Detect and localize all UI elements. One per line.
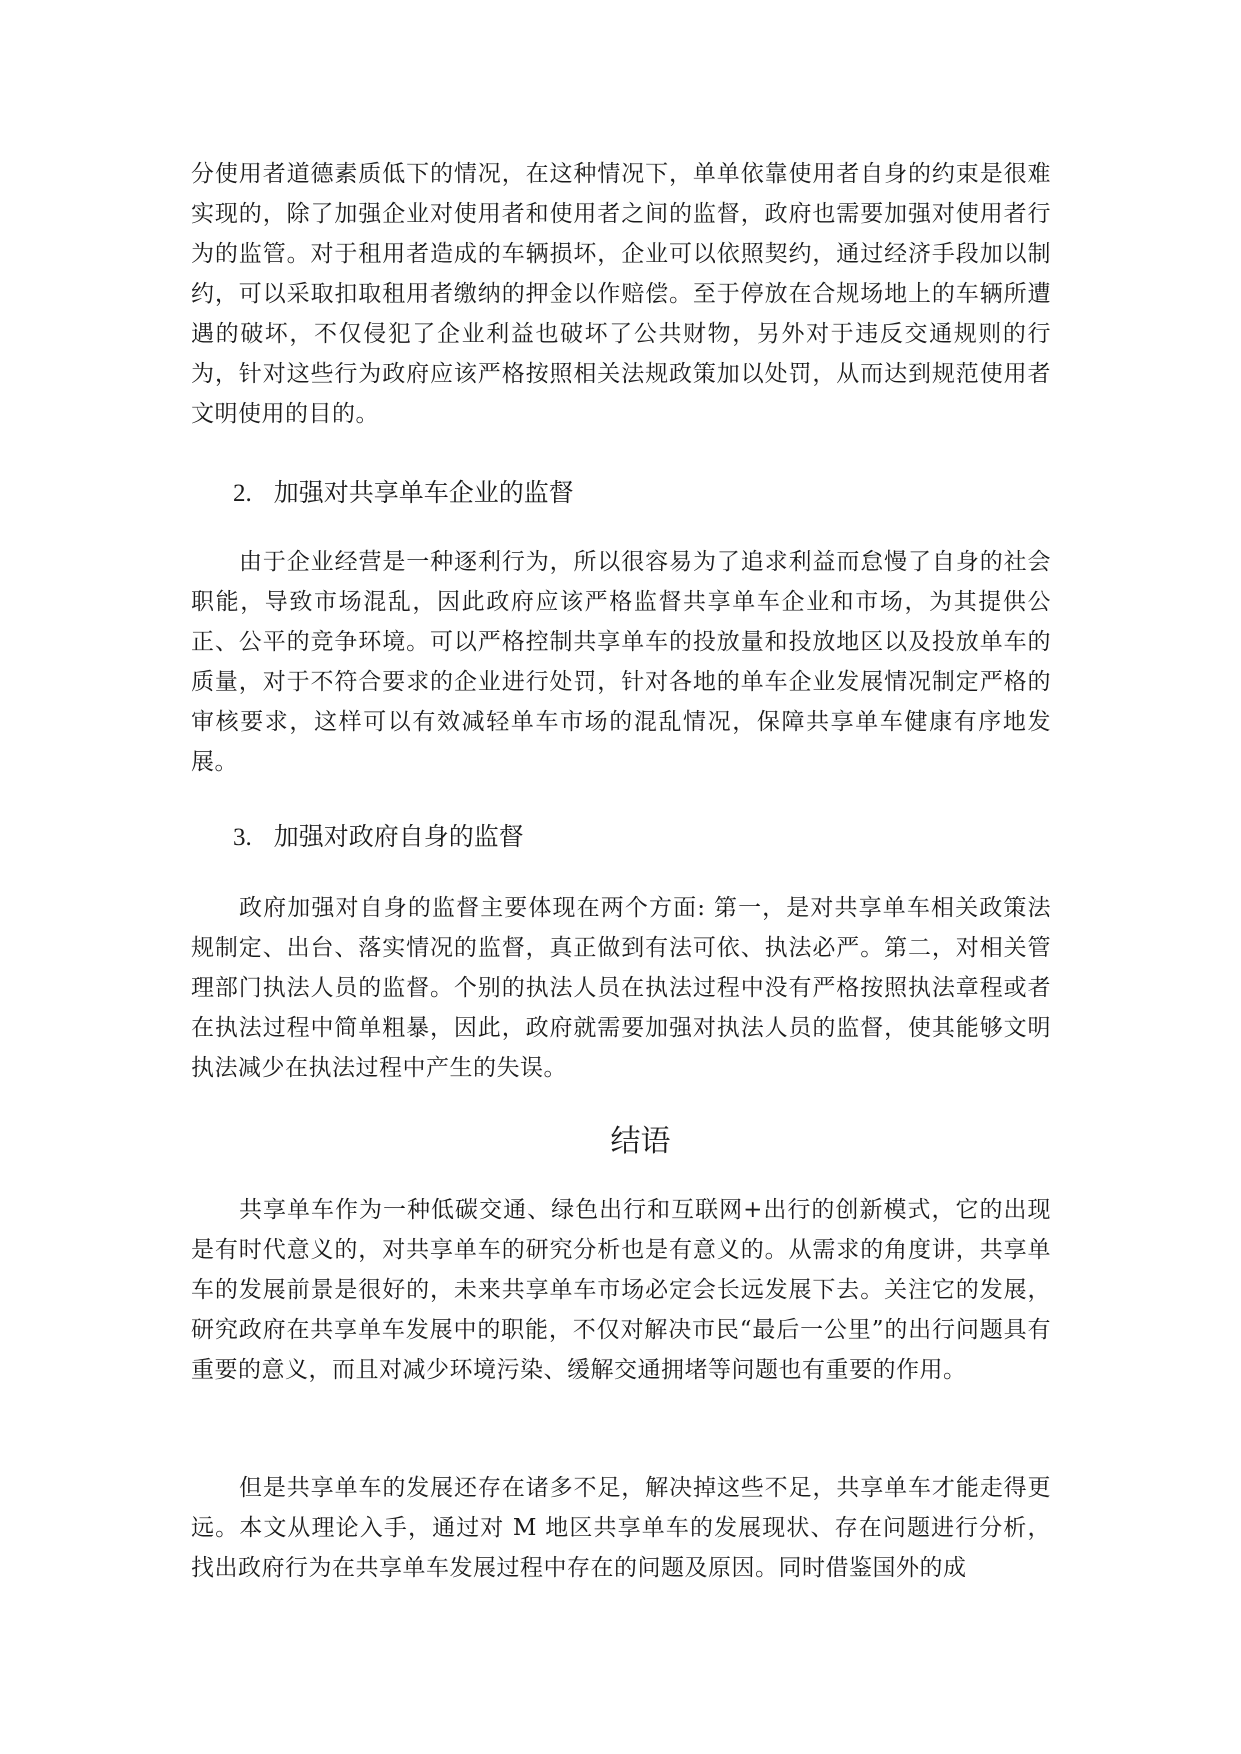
body-paragraph: 政府加强对自身的监督主要体现在两个方面: 第一，是对共享单车相关政策法规制定、出台、落实情况的监督，真正做到有法可依、执法必严。第二，对相关管理部门执法人员的监督。个别的执法人员在执法过程中没有严格按照执法章程或者在执法过程中简单粗暴，因此，政府就需要加强对执法人员的监督，使其能够文明执法减少在执法过程中产生的失误。	[191, 895, 1051, 1081]
body-paragraph: 但是共享单车的发展还存在诸多不足，解决掉这些不足，共享单车才能走得更远。本文从理论入手，通过对 M 地区共享单车的发展现状、存在问题进行分析，找出政府行为在共享单车发展过程中存在的问题及原因。同时借鉴国外的成	[191, 1475, 1051, 1581]
body-paragraph: 由于企业经营是一种逐利行为，所以很容易为了追求利益而怠慢了自身的社会职能，导致市场混乱，因此政府应该严格监督共享单车企业和市场，为其提供公正、公平的竞争环境。可以严格控制共享单车的投放量和投放地区以及投放单车的质量，对于不符合要求的企业进行处罚，针对各地的单车企业发展情况制定严格的审核要求，这样可以有效减轻单车市场的混乱情况，保障共享单车健康有序地发展。	[191, 549, 1051, 775]
subheading	[233, 476, 574, 511]
section-title: 结语	[610, 1124, 671, 1159]
body-paragraph: 共享单车作为一种低碳交通、绿色出行和互联网+出行的创新模式，它的出现是有时代意义的，对共享单车的研究分析也是有意义的。从需求的角度讲，共享单车的发展前景是很好的，未来共享单车市场必定会长远发展下去。关注它的发展，研究政府在共享单车发展中的职能，不仅对解决市民“最后一公里”的出行问题具有重要的意义，而且对减少环境污染、缓解交通拥堵等问题也有重要的作用。	[191, 1197, 1051, 1383]
subheading-number: 2.	[233, 480, 252, 507]
subheading	[233, 820, 524, 855]
body-paragraph: 分使用者道德素质低下的情况，在这种情况下，单单依靠使用者自身的约束是很难实现的，除了加强企业对使用者和使用者之间的监督，政府也需要加强对使用者行为的监管。对于租用者造成的车辆损坏，企业可以依照契约，通过经济手段加以制约，可以采取扣取租用者缴纳的押金以作赔偿。至于停放在合规场地上的车辆所遭遇的破坏，不仅侵犯了企业利益也破坏了公共财物，另外对于违反交通规则的行为，针对这些行为政府应该严格按照相关法规政策加以处罚，从而达到规范使用者文明使用的目的。	[191, 161, 1051, 427]
subheading-number: 3.	[233, 824, 252, 851]
subheading-text: 加强对政府自身的监督	[273, 822, 524, 851]
subheading-text: 加强对共享单车企业的监督	[273, 478, 574, 507]
